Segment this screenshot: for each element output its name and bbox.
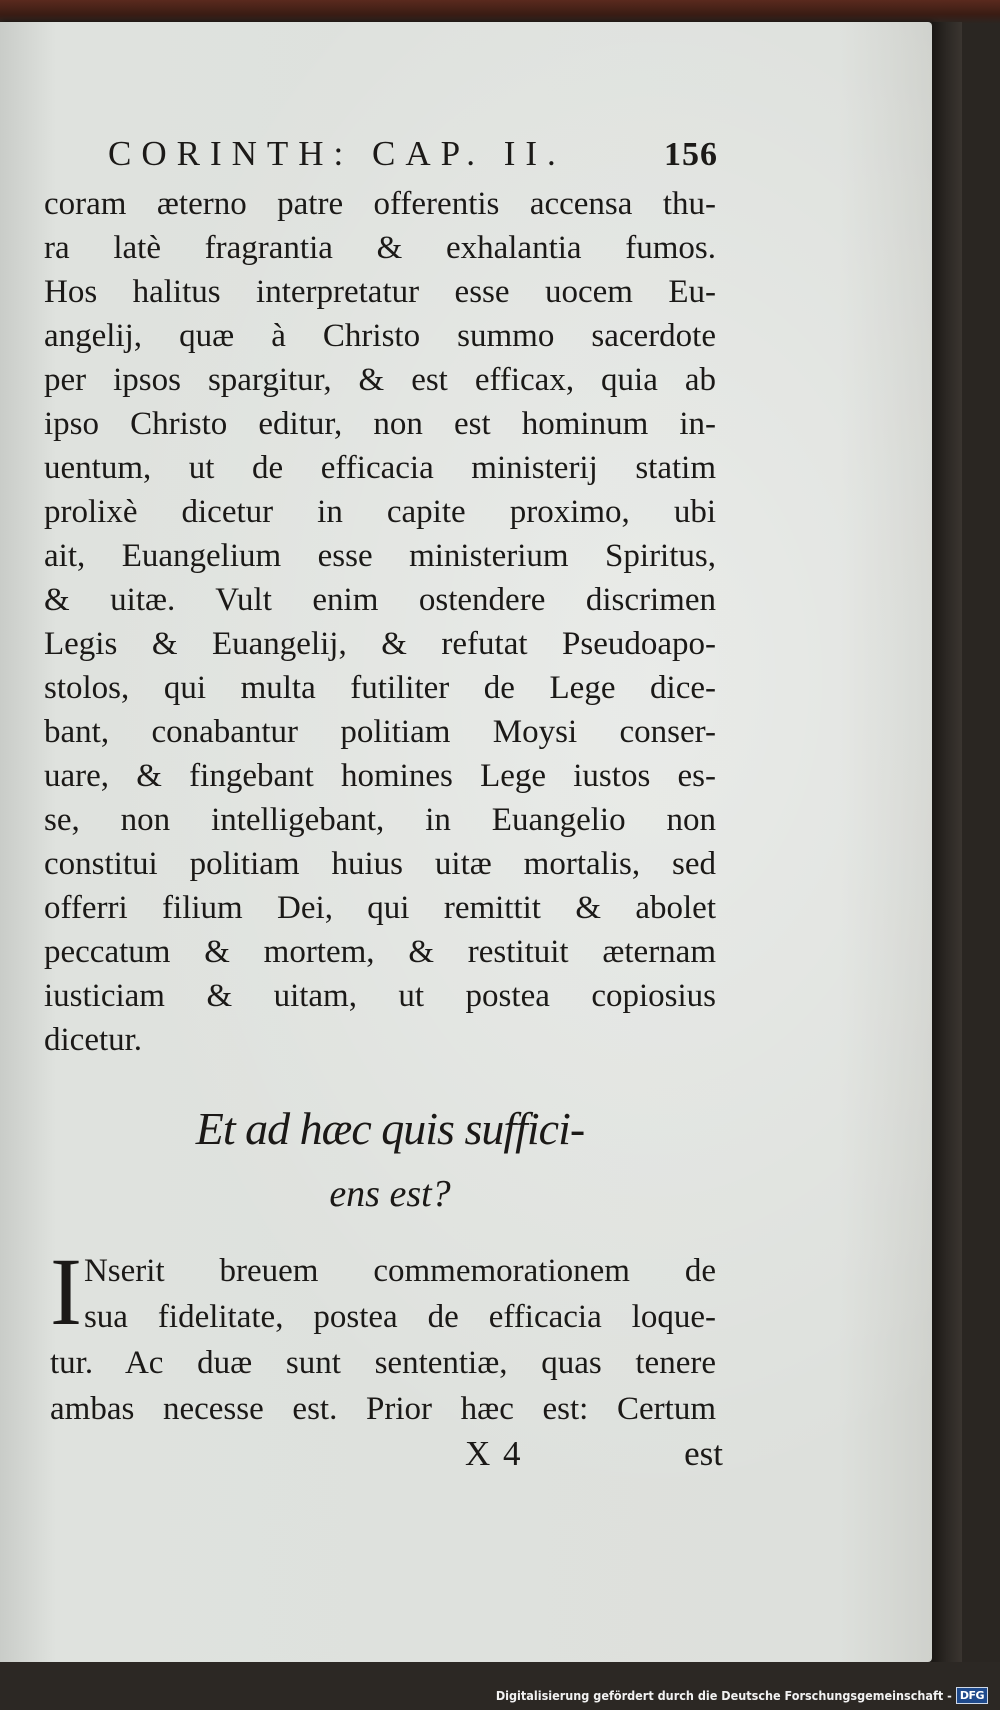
text-line: ipso Christo editur, non est hominum in- bbox=[44, 406, 716, 442]
text-line: coram æterno patre offerentis accensa thu- bbox=[44, 186, 716, 222]
paragraph-1 bbox=[44, 182, 716, 1062]
running-head-title: CORINTH: CAP. II. bbox=[108, 134, 566, 173]
text-line: tur. Ac duæ sunt sententiæ, quas tenere bbox=[50, 1345, 716, 1381]
paragraph-2 bbox=[50, 1238, 716, 1432]
text-line: ait, Euangelium esse ministerium Spiritus, bbox=[44, 538, 716, 574]
paragraph-2-first-lines bbox=[50, 1238, 716, 1345]
text-line: Nserit breuem commemorationem de bbox=[83, 1253, 716, 1289]
footer bbox=[496, 1687, 988, 1704]
text-line: sua fidelitate, postea de efficacia loque- bbox=[83, 1299, 716, 1335]
text-line: se, non intelligebant, in Euangelio non bbox=[44, 802, 716, 838]
text-line: uentum, ut de efficacia ministerij statim bbox=[44, 450, 716, 486]
catchword: est bbox=[684, 1434, 723, 1473]
text-line: & uitæ. Vult enim ostendere discrimen bbox=[44, 582, 716, 618]
drop-cap: I bbox=[50, 1238, 82, 1345]
footer-bar bbox=[0, 1662, 1000, 1710]
text-line: dicetur. bbox=[44, 1022, 143, 1058]
text-line: ambas necesse est. Prior hæc est: Certum bbox=[50, 1391, 716, 1427]
book-top-edge bbox=[0, 0, 1000, 24]
text-line: angelij, quæ à Christo summo sacerdote bbox=[44, 318, 716, 354]
book-page bbox=[0, 22, 932, 1662]
text-line: iusticiam & uitam, ut postea copiosius bbox=[44, 978, 716, 1014]
book-spine-shadow bbox=[932, 22, 962, 1662]
text-line: ra latè fragrantia & exhalantia fumos. bbox=[44, 230, 716, 266]
text-line: Hos halitus interpretatur esse uocem Eu- bbox=[44, 274, 716, 310]
section-heading-line-1: Et ad hæc quis suffici- bbox=[195, 1103, 585, 1154]
page-number: 156 bbox=[664, 136, 718, 173]
text-line: constitui politiam huius uitæ mortalis, sed bbox=[44, 846, 716, 882]
text-line: prolixè dicetur in capite proximo, ubi bbox=[44, 494, 716, 530]
text-line: uare, & fingebant homines Lege iustos es- bbox=[44, 758, 716, 794]
text-line: per ipsos spargitur, & est efficax, quia ab bbox=[44, 362, 716, 398]
paragraph-2-lines bbox=[50, 1340, 716, 1432]
running-head bbox=[108, 134, 718, 178]
signature-line bbox=[465, 1434, 723, 1474]
text-line: bant, conabantur politiam Moysi conser- bbox=[44, 714, 716, 750]
text-line: Legis & Euangelij, & refutat Pseudoapo- bbox=[44, 626, 716, 662]
signature-mark: X 4 bbox=[465, 1434, 523, 1473]
funding-notice: Digitalisierung gefördert durch die Deutsche Forschungsgemeinschaft - bbox=[495, 1688, 952, 1703]
dfg-logo: DFG bbox=[956, 1687, 988, 1704]
section-heading-line-2: ens est? bbox=[329, 1173, 451, 1215]
text-line: offerri filium Dei, qui remittit & abolet bbox=[44, 890, 716, 926]
text-line: peccatum & mortem, & restituit æternam bbox=[44, 934, 716, 970]
text-line: stolos, qui multa futiliter de Lege dice- bbox=[44, 670, 716, 706]
